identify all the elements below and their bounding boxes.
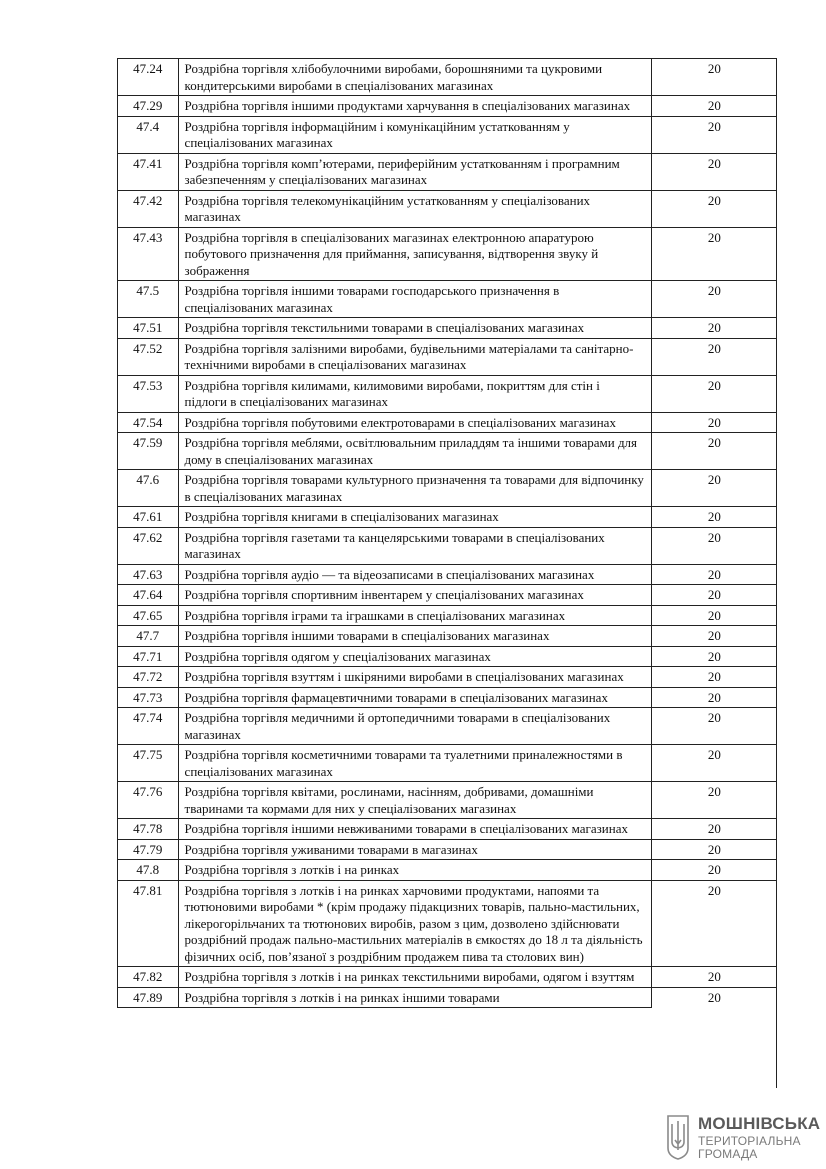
- activity-code-cell: 47.81: [118, 880, 179, 967]
- rate-cell: 20: [651, 585, 777, 606]
- table-row: [118, 626, 778, 647]
- rate-cell: 20: [651, 880, 777, 967]
- rate-cell: 20: [651, 819, 777, 840]
- table-row: [118, 987, 778, 1008]
- rate-cell: 20: [651, 708, 777, 745]
- rate-cell: 20: [651, 318, 777, 339]
- table-row: [118, 375, 778, 412]
- activity-code-cell: 47.71: [118, 646, 179, 667]
- activity-code-cell: 47.41: [118, 153, 179, 190]
- table-row: [118, 433, 778, 470]
- rate-cell: 20: [651, 667, 777, 688]
- table-right-border: [776, 58, 777, 1088]
- activity-description-cell: Роздрібна торгівля одягом у спеціалізованих магазинах: [178, 646, 651, 667]
- activity-code-cell: 47.51: [118, 318, 179, 339]
- rate-cell: 20: [651, 96, 777, 117]
- table-row: [118, 646, 778, 667]
- activity-description-cell: Роздрібна торгівля в спеціалізованих магазинах електронною апаратурою побутового призначення для приймання, записування, відтворення звуку й зображення: [178, 227, 651, 281]
- table-row: [118, 708, 778, 745]
- activity-code-cell: 47.75: [118, 745, 179, 782]
- table-row: [118, 470, 778, 507]
- table-row: [118, 585, 778, 606]
- activity-description-cell: Роздрібна торгівля іншими продуктами харчування в спеціалізованих магазинах: [178, 96, 651, 117]
- logo-subtitle-1: ТЕРИТОРІАЛЬНА: [698, 1134, 801, 1148]
- rate-cell: 20: [651, 375, 777, 412]
- table-row: [118, 687, 778, 708]
- activity-code-cell: 47.5: [118, 281, 179, 318]
- activity-code-cell: 47.82: [118, 967, 179, 988]
- activity-description-cell: Роздрібна торгівля з лотків і на ринках: [178, 860, 651, 881]
- activity-description-cell: Роздрібна торгівля спортивним інвентарем у спеціалізованих магазинах: [178, 585, 651, 606]
- table-row: [118, 338, 778, 375]
- activity-description-cell: Роздрібна торгівля фармацевтичними товарами в спеціалізованих магазинах: [178, 687, 651, 708]
- activity-description-cell: Роздрібна торгівля залізними виробами, будівельними матеріалами та санітарно-технічними виробами в спеціалізованих магазинах: [178, 338, 651, 375]
- activity-codes-table: [117, 58, 777, 1008]
- activity-description-cell: Роздрібна торгівля побутовими електротоварами в спеціалізованих магазинах: [178, 412, 651, 433]
- activity-description-cell: Роздрібна торгівля хлібобулочними виробами, борошняними та цукровими кондитерськими виробами в спеціалізованих магазинах: [178, 59, 651, 96]
- table-row: [118, 412, 778, 433]
- table-row: [118, 819, 778, 840]
- activity-code-cell: 47.24: [118, 59, 179, 96]
- activity-description-cell: Роздрібна торгівля іграми та іграшками в спеціалізованих магазинах: [178, 605, 651, 626]
- table-body: [118, 59, 778, 1008]
- activity-description-cell: Роздрібна торгівля інформаційним і комунікаційним устаткованням у спеціалізованих магазинах: [178, 116, 651, 153]
- table-row: [118, 318, 778, 339]
- table-row: [118, 967, 778, 988]
- table-row: [118, 227, 778, 281]
- rate-cell: 20: [651, 59, 777, 96]
- table-row: [118, 527, 778, 564]
- activity-description-cell: Роздрібна торгівля телекомунікаційним устаткованням у спеціалізованих магазинах: [178, 190, 651, 227]
- rate-cell: 20: [651, 987, 777, 1008]
- activity-code-cell: 47.43: [118, 227, 179, 281]
- activity-code-cell: 47.6: [118, 470, 179, 507]
- logo-subtitle-2: ГРОМАДА: [698, 1147, 758, 1161]
- rate-cell: 20: [651, 433, 777, 470]
- rate-cell: 20: [651, 338, 777, 375]
- activity-description-cell: Роздрібна торгівля текстильними товарами в спеціалізованих магазинах: [178, 318, 651, 339]
- table-row: [118, 153, 778, 190]
- activity-description-cell: Роздрібна торгівля уживаними товарами в магазинах: [178, 839, 651, 860]
- rate-cell: 20: [651, 470, 777, 507]
- community-logo: [666, 1114, 821, 1162]
- rate-cell: 20: [651, 564, 777, 585]
- activity-code-cell: 47.72: [118, 667, 179, 688]
- activity-code-cell: 47.76: [118, 782, 179, 819]
- activity-code-cell: 47.29: [118, 96, 179, 117]
- activity-code-cell: 47.79: [118, 839, 179, 860]
- trident-emblem-icon: [666, 1114, 690, 1160]
- activity-description-cell: Роздрібна торгівля килимами, килимовими виробами, покриттям для стін і підлоги в спеціалізованих магазинах: [178, 375, 651, 412]
- activity-description-cell: Роздрібна торгівля медичними й ортопедичними товарами в спеціалізованих магазинах: [178, 708, 651, 745]
- activity-code-cell: 47.73: [118, 687, 179, 708]
- rate-cell: 20: [651, 839, 777, 860]
- table-row: [118, 190, 778, 227]
- activity-code-cell: 47.78: [118, 819, 179, 840]
- activity-description-cell: Роздрібна торгівля меблями, освітлювальним приладдям та іншими товарами для дому в спеціалізованих магазинах: [178, 433, 651, 470]
- activity-description-cell: Роздрібна торгівля з лотків і на ринках текстильними виробами, одягом і взуттям: [178, 967, 651, 988]
- activity-code-cell: 47.54: [118, 412, 179, 433]
- activity-code-cell: 47.74: [118, 708, 179, 745]
- rate-cell: 20: [651, 507, 777, 528]
- activity-description-cell: Роздрібна торгівля з лотків і на ринках іншими товарами: [178, 987, 651, 1008]
- logo-title: МОШНІВСЬКА: [698, 1114, 821, 1133]
- rate-cell: 20: [651, 646, 777, 667]
- rate-cell: 20: [651, 860, 777, 881]
- table-row: [118, 880, 778, 967]
- activity-code-cell: 47.65: [118, 605, 179, 626]
- activity-code-cell: 47.53: [118, 375, 179, 412]
- table-row: [118, 860, 778, 881]
- rate-cell: 20: [651, 745, 777, 782]
- table-row: [118, 507, 778, 528]
- activity-code-cell: 47.62: [118, 527, 179, 564]
- activity-code-cell: 47.42: [118, 190, 179, 227]
- rate-cell: 20: [651, 605, 777, 626]
- table-row: [118, 116, 778, 153]
- table-row: [118, 96, 778, 117]
- rate-cell: 20: [651, 626, 777, 647]
- rate-cell: 20: [651, 412, 777, 433]
- table-row: [118, 667, 778, 688]
- activity-code-cell: 47.63: [118, 564, 179, 585]
- activity-code-cell: 47.64: [118, 585, 179, 606]
- table-row: [118, 782, 778, 819]
- activity-code-cell: 47.89: [118, 987, 179, 1008]
- activity-code-cell: 47.8: [118, 860, 179, 881]
- table-row: [118, 745, 778, 782]
- activity-code-cell: 47.61: [118, 507, 179, 528]
- activity-description-cell: Роздрібна торгівля аудіо — та відеозаписами в спеціалізованих магазинах: [178, 564, 651, 585]
- activity-description-cell: Роздрібна торгівля квітами, рослинами, насінням, добривами, домашніми тваринами та кормами для них у спеціалізованих магазинах: [178, 782, 651, 819]
- activity-code-cell: 47.4: [118, 116, 179, 153]
- activity-description-cell: Роздрібна торгівля комп’ютерами, периферійним устаткованням і програмним забезпеченням у спеціалізованих магазинах: [178, 153, 651, 190]
- rate-cell: 20: [651, 527, 777, 564]
- table-row: [118, 281, 778, 318]
- rate-cell: 20: [651, 190, 777, 227]
- table-row: [118, 605, 778, 626]
- activity-code-cell: 47.52: [118, 338, 179, 375]
- rate-cell: 20: [651, 782, 777, 819]
- table-row: [118, 839, 778, 860]
- activity-code-cell: 47.59: [118, 433, 179, 470]
- activity-description-cell: Роздрібна торгівля газетами та канцелярськими товарами в спеціалізованих магазинах: [178, 527, 651, 564]
- activity-description-cell: Роздрібна торгівля товарами культурного призначення та товарами для відпочинку в спеціалізованих магазинах: [178, 470, 651, 507]
- table-row: [118, 59, 778, 96]
- activity-description-cell: Роздрібна торгівля косметичними товарами та туалетними приналежностями в спеціалізованих магазинах: [178, 745, 651, 782]
- activity-description-cell: Роздрібна торгівля книгами в спеціалізованих магазинах: [178, 507, 651, 528]
- rate-cell: 20: [651, 281, 777, 318]
- activity-description-cell: Роздрібна торгівля іншими товарами господарського призначення в спеціалізованих магазинах: [178, 281, 651, 318]
- rate-cell: 20: [651, 153, 777, 190]
- activity-description-cell: Роздрібна торгівля іншими невживаними товарами в спеціалізованих магазинах: [178, 819, 651, 840]
- activity-description-cell: Роздрібна торгівля з лотків і на ринках харчовими продуктами, напоями та тютюновими виробами * (крім продажу підакцизних товарів, пально-мастильних, лікерогорільчаних та тютюнових виробів, разом з цим, дозволено здійснювати роздрібний продаж пально-мастильних матеріалів в ємкостях до 18 л та діяльність фізичних осіб, пов’язаної з роздрібним продажем пива та столових вин): [178, 880, 651, 967]
- rate-cell: 20: [651, 687, 777, 708]
- activity-description-cell: Роздрібна торгівля іншими товарами в спеціалізованих магазинах: [178, 626, 651, 647]
- table-row: [118, 564, 778, 585]
- rate-cell: 20: [651, 116, 777, 153]
- activity-code-cell: 47.7: [118, 626, 179, 647]
- rate-cell: 20: [651, 967, 777, 988]
- activity-description-cell: Роздрібна торгівля взуттям і шкіряними виробами в спеціалізованих магазинах: [178, 667, 651, 688]
- rate-cell: 20: [651, 227, 777, 281]
